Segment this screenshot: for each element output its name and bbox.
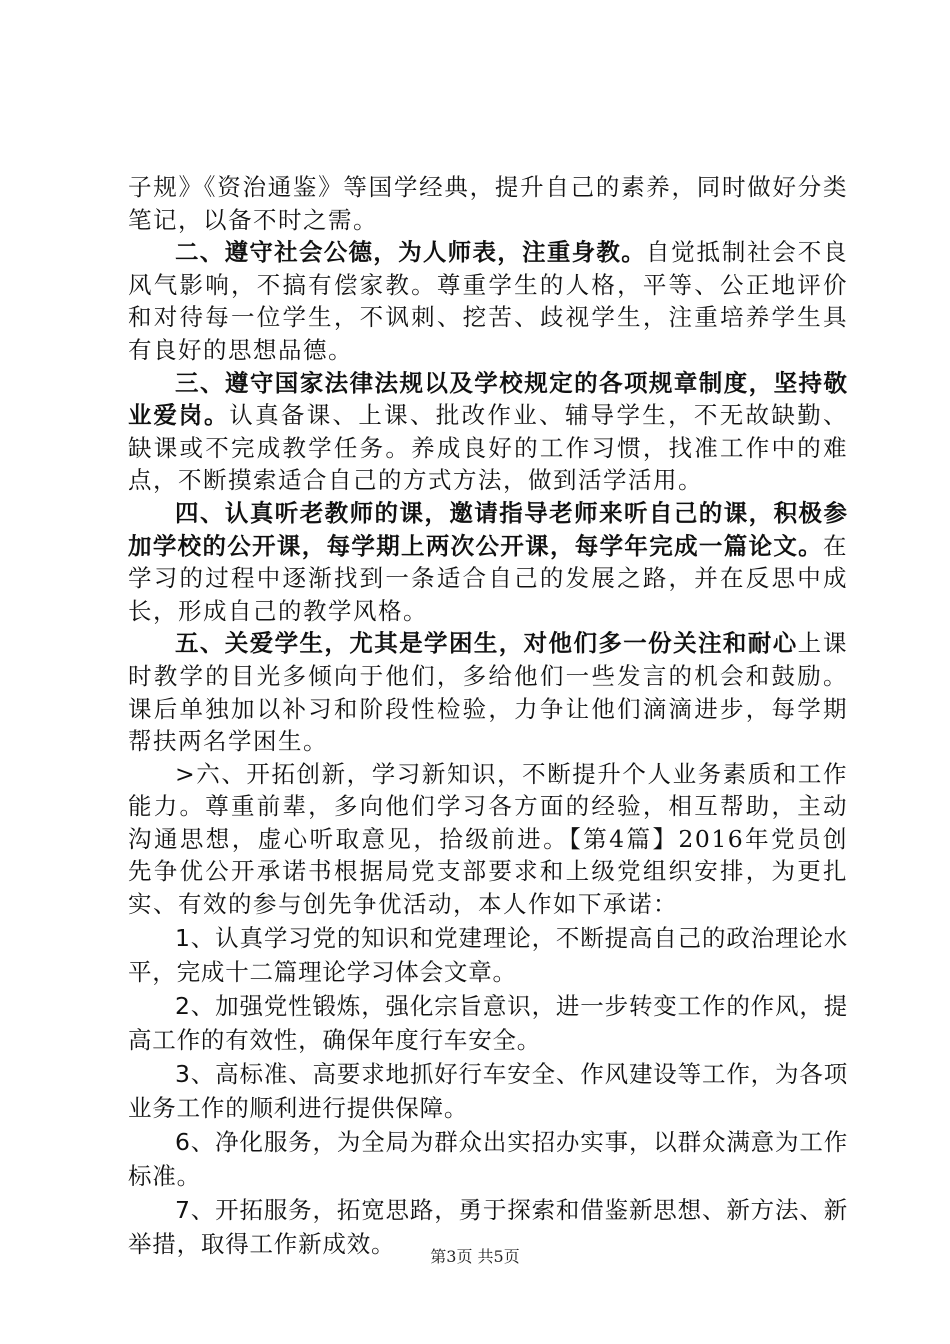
page-footer xyxy=(0,1244,950,1267)
paragraph-text: 上课时教学的目光多倾向于他们，多给他们一些发言的机会和鼓励。课后单独加以补习和阶段性检验，力争让他们滴滴进步，每学期帮扶两名学困生。 xyxy=(128,629,849,756)
paragraph-8 xyxy=(128,989,848,1057)
paragraph-3 xyxy=(128,367,848,497)
paragraph-1 xyxy=(128,171,848,236)
paragraph-lead: 二、遵守社会公德，为人师表，注重身教。 xyxy=(175,238,646,267)
paragraph-10 xyxy=(128,1125,848,1193)
paragraph-2 xyxy=(128,236,848,366)
paragraph-text: 7、开拓服务，拓宽思路，勇于探索和借鉴新思想、新方法、新举措，取得工作新成效。 xyxy=(128,1195,848,1258)
paragraph-lead: 三、遵守国家法律法规以及学校规定的各项规章制度，坚持敬业爱岗。 xyxy=(128,368,848,430)
paragraph-5 xyxy=(128,627,848,757)
paragraph-7 xyxy=(128,921,848,989)
document-body xyxy=(128,171,848,1261)
paragraph-text: 1、认真学习党的知识和党建理论，不断提高自己的政治理论水平，完成十二篇理论学习体会文章。 xyxy=(128,923,848,986)
paragraph-text: 3、高标准、高要求地抓好行车安全、作风建设等工作，为各项业务工作的顺利进行提供保障。 xyxy=(128,1059,848,1122)
paragraph-text: 6、净化服务，为全局为群众出实招办实事，以群众满意为工作标准。 xyxy=(128,1127,848,1190)
paragraph-text: 子规》《资治通鉴》等国学经典，提升自己的素养，同时做好分类笔记，以备不时之需。 xyxy=(128,173,848,234)
paragraph-9 xyxy=(128,1057,848,1125)
paragraph-lead: 五、关爱学生，尤其是学困生，对他们多一份关注和耐心 xyxy=(175,629,798,658)
paragraph-6 xyxy=(128,758,848,921)
paragraph-text: 自觉抵制社会不良风气影响，不搞有偿家教。尊重学生的人格，平等、公正地评价和对待每一位学生，不讽刺、挖苦、歧视学生，注重培养学生具有良好的思想品德。 xyxy=(128,238,849,364)
paragraph-text: 认真备课、上课、批改作业、辅导学生，不无故缺勤、缺课或不完成教学任务。养成良好的工作习惯，找准工作中的难点，不断摸索适合自己的方式方法，做到活学活用。 xyxy=(128,401,849,495)
paragraph-lead: 四、认真听老教师的课，邀请指导老师来听自己的课，积极参加学校的公开课，每学期上两次公开课，每学年完成一篇论文。 xyxy=(128,498,848,560)
paragraph-text: 在学习的过程中逐渐找到一条适合自己的发展之路，并在反思中成长，形成自己的教学风格。 xyxy=(128,531,848,625)
paragraph-text: 2、加强党性锻炼，强化宗旨意识，进一步转变工作的作风，提高工作的有效性，确保年度行车安全。 xyxy=(128,991,848,1054)
page-total: 共5页 xyxy=(477,1247,520,1266)
paragraph-text: >六、开拓创新，学习新知识，不断提升个人业务素质和工作能力。尊重前辈，多向他们学习各方面的经验，相互帮助，主动沟通思想，虚心听取意见，拾级前进。【第4篇】2016年党员创先争优公开承诺书根据局党支部要求和上级党组织安排，为更扎实、有效的参与创先争优活动，本人作如下承诺： xyxy=(128,759,848,919)
page-number: 第3页 xyxy=(430,1247,473,1266)
paragraph-4 xyxy=(128,497,848,627)
